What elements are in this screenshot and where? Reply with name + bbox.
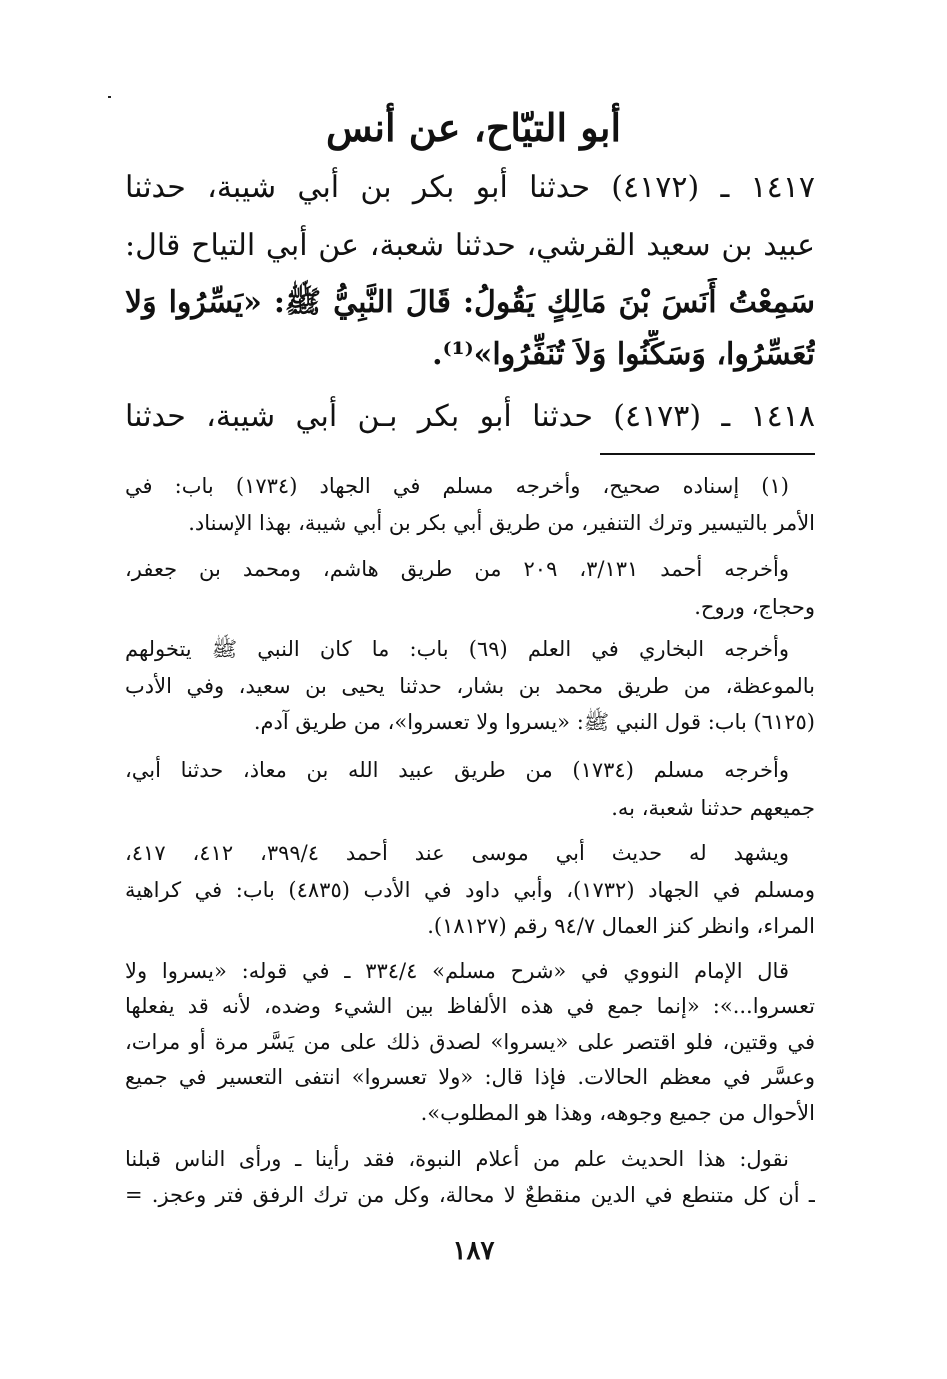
footnote-line: الأحوال من جميع وجوهه، وهذا هو المطلوب». [420, 1101, 815, 1125]
footnote-line: وعسَّر في معظم الحالات. فإذا قال: «ولا تعسروا» انتفى التعسير في جميع [125, 1065, 815, 1089]
hadith-text-line: سَمِعْتُ أَنَسَ بْنَ مَالِكٍ يَقُولُ: قَالَ النَّبِيُّ ﷺ: «يَسِّرُوا وَلا [125, 285, 815, 320]
footnote-line: قال الإمام النووي في «شرح مسلم» ٣٣٤/٤ ـ في قوله: «يسروا ولا [125, 959, 789, 983]
page-number: ١٨٧ [452, 1236, 495, 1266]
footnote-line: نقول: هذا الحديث علم من أعلام النبوة، فقد رأينا ـ ورأى الناس قبلنا [125, 1147, 789, 1171]
footnote-line: بالموعظة، من طريق محمد بن بشار، حدثنا يحيى بن سعيد، وفي الأدب [125, 674, 815, 698]
hadith-text-line: تُعَسِّرُوا، وَسَكِّنُوا وَلاَ تُنَفِّرُوا»⁽¹⁾. [432, 337, 815, 372]
section-title: أبو التيّاح، عن أنس [325, 105, 622, 150]
footnote-line: ـ أن كل متنطع في الدين منقطعٌ لا محالة، وكل من ترك الرفق فتر وعجز. = [125, 1183, 815, 1207]
footnote-line: تعسروا...»: «إنما جمع في هذه الألفاظ بين الشيء وضده، لأنه قد يفعلها [125, 994, 815, 1018]
footnote-line: (٦١٢٥) باب: قول النبي ﷺ: «يسروا ولا تعسروا»، من طريق آدم. [253, 710, 815, 734]
footnote-line: وحجاج، وروح. [694, 595, 815, 619]
footnote-line: وأخرجه مسلم (١٧٣٤) من طريق عبيد الله بن معاذ، حدثنا أبي، [125, 758, 789, 782]
footnote-line: ويشهد له حديث أبي موسى عند أحمد ٣٩٩/٤، ٤١٢، ٤١٧، [125, 841, 790, 865]
footnote-separator [600, 453, 815, 455]
footnote-line: المراء، وانظر كنز العمال ٩٤/٧ رقم (١٨١٢٧). [427, 914, 815, 938]
footnote-line: وأخرجه البخاري في العلم (٦٩) باب: ما كان النبي ﷺ يتخولهم [125, 637, 789, 661]
main-text-line: ١٤١٧ ـ (٤١٧٢) حدثنا أبو بكر بن أبي شيبة، حدثنا [125, 170, 815, 205]
main-text-line: ١٤١٨ ـ (٤١٧٣) حدثنا أبو بكر بـن أبي شيبة، حدثنا [125, 399, 815, 434]
footnote-line: الأمر بالتيسير وترك التنفير، من طريق أبي بكر بن أبي شيبة، بهذا الإسناد. [188, 511, 815, 535]
main-text-line: عبيد بن سعيد القرشي، حدثنا شعبة، عن أبي التياح قال: [125, 228, 815, 263]
footnote-line: ومسلم في الجهاد (١٧٣٢)، وأبي داود في الأدب (٤٨٣٥) باب: في كراهية [125, 878, 815, 902]
footnote-line: وأخرجه أحمد ٣/١٣١، ٢٠٩ من طريق هاشم، ومحمد بن جعفر، [125, 557, 789, 581]
footnote-line: (١) إسناده صحيح، وأخرجه مسلم في الجهاد (١٧٣٤) باب: في [125, 474, 789, 498]
footnote-line: في وقتين، فلو اقتصر على «يسروا» لصدق ذلك على من يَسَّر مرة أو مرات، [125, 1030, 815, 1054]
scan-speck [108, 96, 111, 98]
footnote-line: جميعهم حدثنا شعبة، به. [611, 796, 815, 820]
